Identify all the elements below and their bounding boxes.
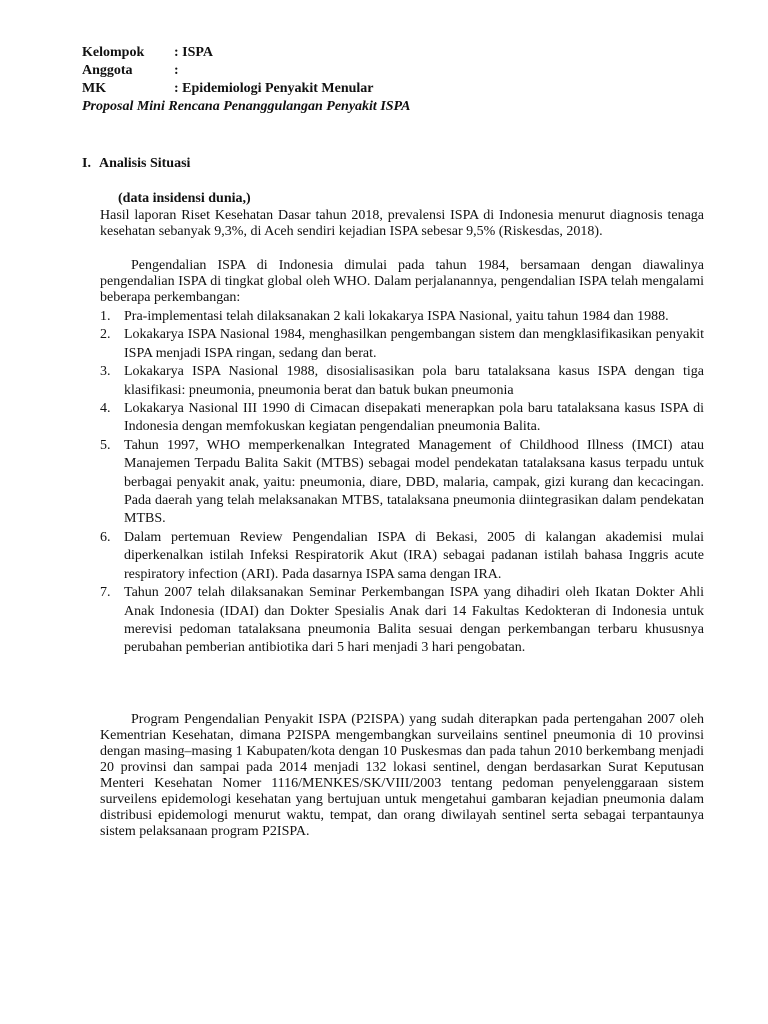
list-item-number: 7. bbox=[100, 585, 111, 601]
mk-label: MK bbox=[82, 81, 107, 96]
list-item-text: Tahun 2007 telah dilaksanakan Seminar Perkembangan ISPA yang dihadiri oleh Ikatan Dokter Ahli Anak Indonesia (IDAI) dan Dokter Spesialis Anak dari 14 Fakultas Kedokteran di Indonesia untuk merevisi pedoman tatalaksana pneumonia Balita sesuai dengan perkembangan terbaru khususnya perubahan pemberian antibiotika dari 5 hari menjadi 3 hari pengobatan. bbox=[124, 585, 704, 656]
kelompok-label: Kelompok bbox=[82, 45, 145, 60]
list-item-text: Tahun 1997, WHO memperkenalkan Integrated Management of Childhood Illness (IMCI) atau Manajemen Terpadu Balita Sakit (MTBS) sebagai model pendekatan tatalaksana kasus terpadu untuk berbagai penyakit anak, yaitu: pneumonia, diare, DBD, malaria, campak, gizi kurang dan kecacingan. Pada daerah yang telah melaksanakan MTBS, tatalaksana pneumonia diintegrasikan dalam pendekatan MTBS. bbox=[124, 437, 704, 527]
list-item bbox=[100, 584, 704, 658]
anggota-row bbox=[82, 62, 179, 80]
list-item-number: 5. bbox=[100, 437, 111, 453]
paragraph-p2ispa: Program Pengendalian Penyakit ISPA (P2ISPA) yang sudah diterapkan pada pertengahan 2007 oleh Kementrian Kesehatan, dimana P2ISPA mengembangkan surveilains sentinel pneumonia di 10 provinsi dengan masing–masing 1 Kabupaten/kota dengan 10 Puskesmas dan pada tahun 2010 berkembang menjadi 20 provinsi dan sampai pada 2014 menjadi 132 lokasi sentinel, dengan berdasarkan Surat Keputusan Menteri Kesehatan Nomer 1116/MENKES/SK/VIII/2003 tentang pedoman penyelenggaraan sistem surveilens epidemologi kesehatan yang bertujuan untuk mengetahui gambaran kejadian pneumonia dalam distribusi epidemologi menurut waktu, tempat, dan orang diwilayah sentinel serta sebagai terpantaunya sistem pelaksanaan program P2ISPA. bbox=[100, 712, 704, 839]
section-number: I. bbox=[82, 156, 91, 171]
kelompok-row bbox=[82, 44, 213, 62]
document-title: Proposal Mini Rencana Penanggulangan Penyakit ISPA bbox=[82, 99, 411, 114]
list-item-number: 3. bbox=[100, 364, 111, 380]
paragraph-pengendalian: Pengendalian ISPA di Indonesia dimulai pada tahun 1984, bersamaan dengan diawalinya pengendalian ISPA di tingkat global oleh WHO. Dalam perjalanannya, pengendalian ISPA telah mengalami beberapa perkembangan: bbox=[100, 258, 704, 305]
paragraph-riskesdas: Hasil laporan Riset Kesehatan Dasar tahun 2018, prevalensi ISPA di Indonesia menurut diagnosis tenaga kesehatan sebanyak 9,3%, di Aceh sendiri kejadian ISPA sebesar 9,5% (Riskesdas, 2018). bbox=[100, 208, 704, 239]
list-item bbox=[100, 400, 704, 437]
list-item-text: Pra-implementasi telah dilaksanakan 2 kali lokakarya ISPA Nasional, yaitu tahun 1984 dan 1988. bbox=[124, 309, 669, 324]
list-item-number: 2. bbox=[100, 327, 111, 343]
list-item bbox=[100, 363, 704, 400]
section-title: Analisis Situasi bbox=[99, 156, 191, 171]
list-item-text: Lokakarya ISPA Nasional 1988, disosialisasikan pola baru tatalaksana kasus ISPA dengan tiga klasifikasi: pneumonia, pneumonia berat dan batuk bukan pneumonia bbox=[124, 364, 704, 398]
perkembangan-list bbox=[100, 308, 704, 658]
list-item-text: Lokakarya ISPA Nasional 1984, menghasilkan pengembangan sistem dan mengklasifikasikan penyakit ISPA menjadi ISPA ringan, sedang dan berat. bbox=[124, 327, 704, 361]
list-item bbox=[100, 326, 704, 363]
list-item-text: Dalam pertemuan Review Pengendalian ISPA di Bekasi, 2005 di kalangan akademisi mulai diperkenalkan istilah Infeksi Respiratorik Akut (IRA) sebagai padanan istilah bahasa Inggris acute respiratory infection (ARI). Pada dasarnya ISPA sama dengan IRA. bbox=[124, 529, 704, 582]
list-item bbox=[100, 437, 704, 529]
kelompok-value: : ISPA bbox=[174, 45, 214, 60]
mk-row bbox=[82, 80, 374, 98]
list-item bbox=[100, 529, 704, 584]
anggota-label: Anggota bbox=[82, 63, 133, 78]
list-item-number: 4. bbox=[100, 401, 111, 417]
mk-value: : Epidemiologi Penyakit Menular bbox=[174, 81, 374, 96]
list-item-number: 1. bbox=[100, 309, 111, 324]
anggota-value: : bbox=[174, 63, 179, 78]
list-item-number: 6. bbox=[100, 529, 111, 545]
section-heading bbox=[82, 155, 190, 173]
list-item-text: Lokakarya Nasional III 1990 di Cimacan disepakati menerapkan pola baru tatalaksana kasus ISPA di Indonesia dengan memfokuskan kegiatan pengendalian pneumonia Balita. bbox=[124, 401, 704, 435]
subheading: (data insidensi dunia,) bbox=[118, 191, 251, 206]
list-item bbox=[100, 308, 704, 326]
